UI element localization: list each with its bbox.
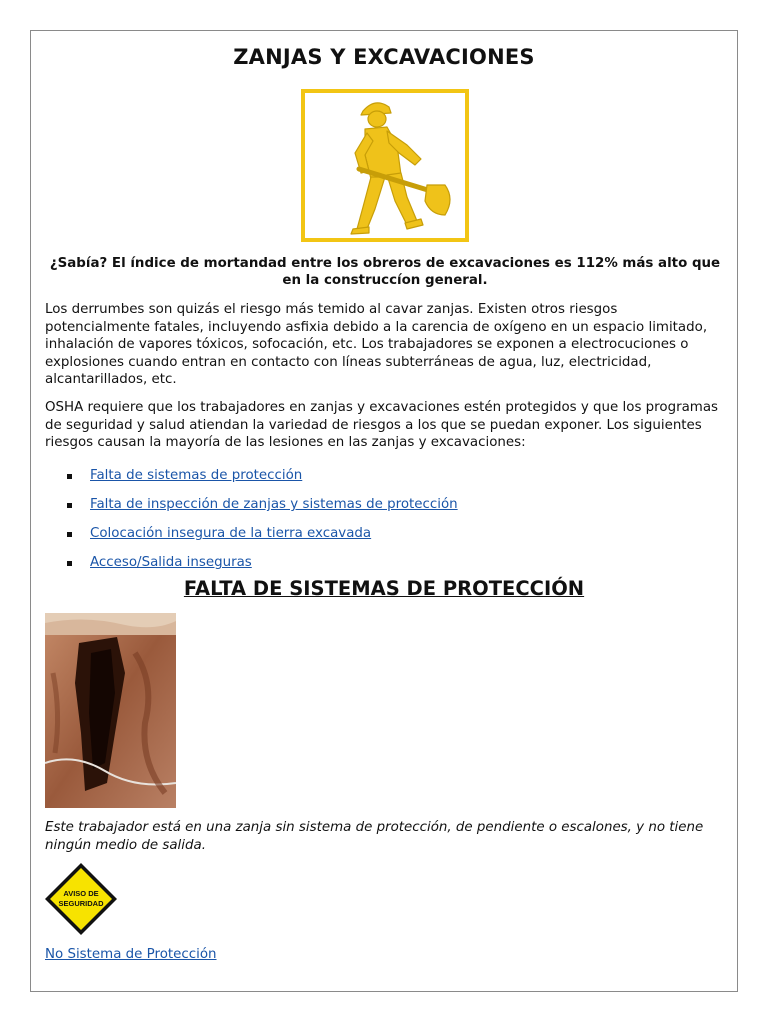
intro-paragraph: Los derrumbes son quizás el riesgo más temido al cavar zanjas. Existen otros riesgos potencialmente fatales, incluyendo asfixia debido a la carencia de oxígeno en un espacio limitado, inhalación de vapores tóxicos, sofocación, etc. Los trabajadores se exponen a electrocuciones o explosiones cuando entran en contacto con líneas subterráneas de agua, luz, electricidad, alcantarillados, etc. <box>45 302 708 387</box>
svg-text:SEGURIDAD: SEGURIDAD <box>58 899 104 908</box>
document-page <box>30 30 738 992</box>
svg-text:AVISO DE: AVISO DE <box>63 889 99 898</box>
fact-statement: ¿Sabía? El índice de mortandad entre los obreros de excavaciones es 112% más alto que en la construccíon general. <box>49 256 721 288</box>
risk-link-protection[interactable]: Falta de sistemas de protección <box>90 468 303 483</box>
bullet-icon <box>67 503 72 508</box>
bullet-icon <box>67 561 72 566</box>
bullet-icon <box>67 474 72 479</box>
section-title: FALTA DE SISTEMAS DE PROTECCIÓN <box>183 577 585 600</box>
construction-worker-shovel-icon <box>301 89 469 242</box>
list-item <box>67 519 458 548</box>
trench-photo <box>45 613 176 808</box>
page-title: ZANJAS Y EXCAVACIONES <box>233 45 535 69</box>
osha-paragraph: OSHA requiere que los trabajadores en zanjas y excavaciones estén protegidos y que los programas de seguridad y salud atiendan la variedad de riesgos a los que se puedan exponer. Los siguientes riesgos causan la mayoría de las lesiones en las zanjas y excavaciones: <box>45 400 719 450</box>
list-item <box>67 490 458 519</box>
risk-link-access-egress[interactable]: Acceso/Salida inseguras <box>90 555 252 570</box>
list-item <box>67 548 458 577</box>
risk-list <box>67 461 458 577</box>
photo-caption: Este trabajador está en una zanja sin sistema de protección, de pendiente o escalones, y no tiene ningún medio de salida. <box>45 820 704 853</box>
safety-warning-sign-icon <box>43 861 119 937</box>
bullet-icon <box>67 532 72 537</box>
no-protection-system-link[interactable]: No Sistema de Protección <box>45 947 217 962</box>
list-item <box>67 461 458 490</box>
risk-link-inspection[interactable]: Falta de inspección de zanjas y sistemas de protección <box>90 497 458 512</box>
risk-link-spoil-placement[interactable]: Colocación insegura de la tierra excavada <box>90 526 372 541</box>
